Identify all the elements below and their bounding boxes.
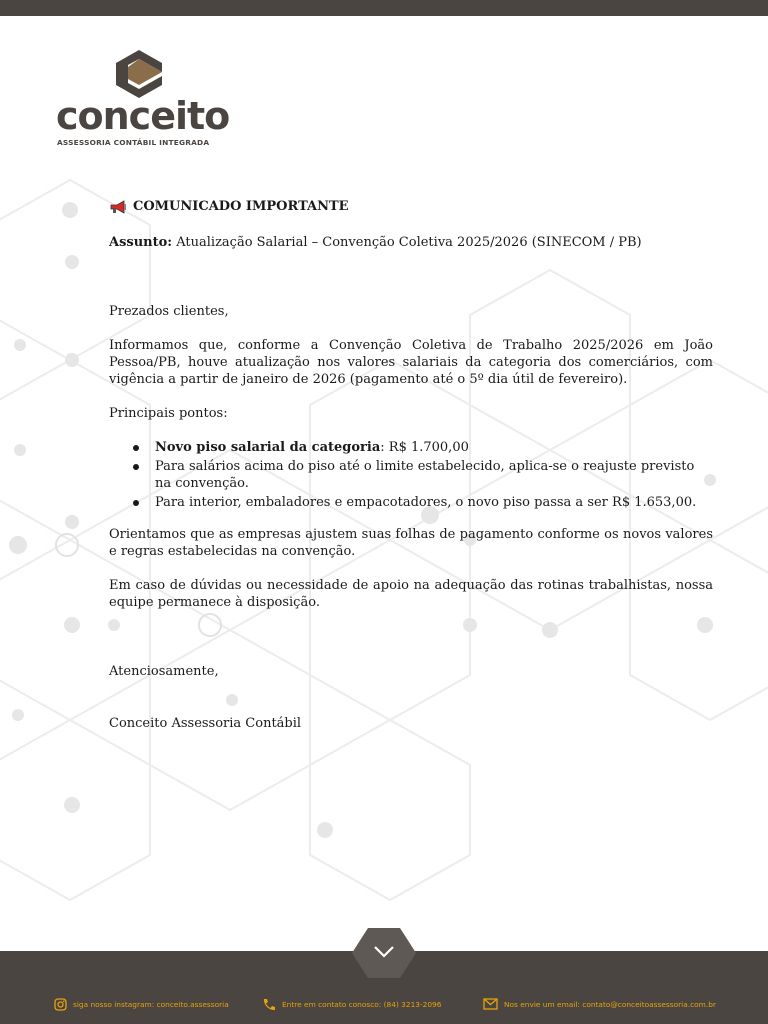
logo-mark-icon — [116, 50, 162, 98]
bullet-text: : R$ 1.700,00 — [380, 440, 469, 455]
intro-paragraph: Informamos que, conforme a Convenção Coletiva de Trabalho 2025/2026 em João Pessoa/PB, houve atualização nos valores salariais da categoria dos comerciários, com vigência a partir de janeiro de 2026 (pagamento até o 5º dia útil de fevereiro). — [109, 338, 713, 387]
company-logo — [56, 50, 236, 150]
list-item — [109, 494, 713, 511]
logo-tagline: ASSESSORIA CONTÁBIL INTEGRADA — [57, 138, 210, 147]
footer-email[interactable] — [483, 998, 716, 1010]
bullet-text: Para salários acima do piso até o limite estabelecido, aplica-se o reajuste previsto na convenção. — [155, 459, 695, 491]
subject-label: Assunto: — [109, 235, 173, 250]
key-points-list — [109, 439, 713, 513]
bullet-text: Para interior, embaladores e empacotadores, o novo piso passa a ser R$ 1.653,00. — [155, 495, 697, 510]
orientation-paragraph: Orientamos que as empresas ajustem suas folhas de pagamento conforme os novos valores e regras estabelecidas na convenção. — [109, 527, 713, 559]
subject-line — [109, 234, 642, 251]
signature: Conceito Assessoria Contábil — [109, 716, 302, 731]
heading-text: COMUNICADO IMPORTANTE — [133, 199, 349, 214]
footer-instagram[interactable] — [54, 998, 229, 1011]
bullet-bold: Novo piso salarial da categoria — [155, 440, 381, 455]
points-title: Principais pontos: — [109, 406, 228, 421]
letter-heading — [109, 198, 349, 215]
list-item — [109, 458, 713, 492]
megaphone-icon — [109, 200, 128, 214]
closing: Atenciosamente, — [109, 664, 219, 679]
list-item — [109, 439, 713, 456]
subject-text: Atualização Salarial – Convenção Coletiva 2025/2026 (SINECOM / PB) — [172, 235, 642, 250]
chevron-down-icon — [352, 928, 416, 978]
support-paragraph: Em caso de dúvidas ou necessidade de apoio na adequação das rotinas trabalhistas, nossa equipe permanece à disposição. — [109, 578, 713, 610]
email-text: Nos envie um email: contato@conceitoassessoria.com.br — [504, 999, 716, 1009]
instagram-icon — [54, 998, 67, 1011]
footer-phone[interactable] — [262, 998, 441, 1011]
logo-wordmark: conceito — [56, 94, 230, 138]
instagram-text: siga nosso instagram: conceito.assessoria — [73, 1000, 229, 1009]
greeting: Prezados clientes, — [109, 304, 229, 319]
phone-icon — [262, 998, 276, 1011]
phone-text: Entre em contato conosco: (84) 3213-2096 — [282, 1000, 442, 1009]
mail-icon — [483, 998, 498, 1010]
